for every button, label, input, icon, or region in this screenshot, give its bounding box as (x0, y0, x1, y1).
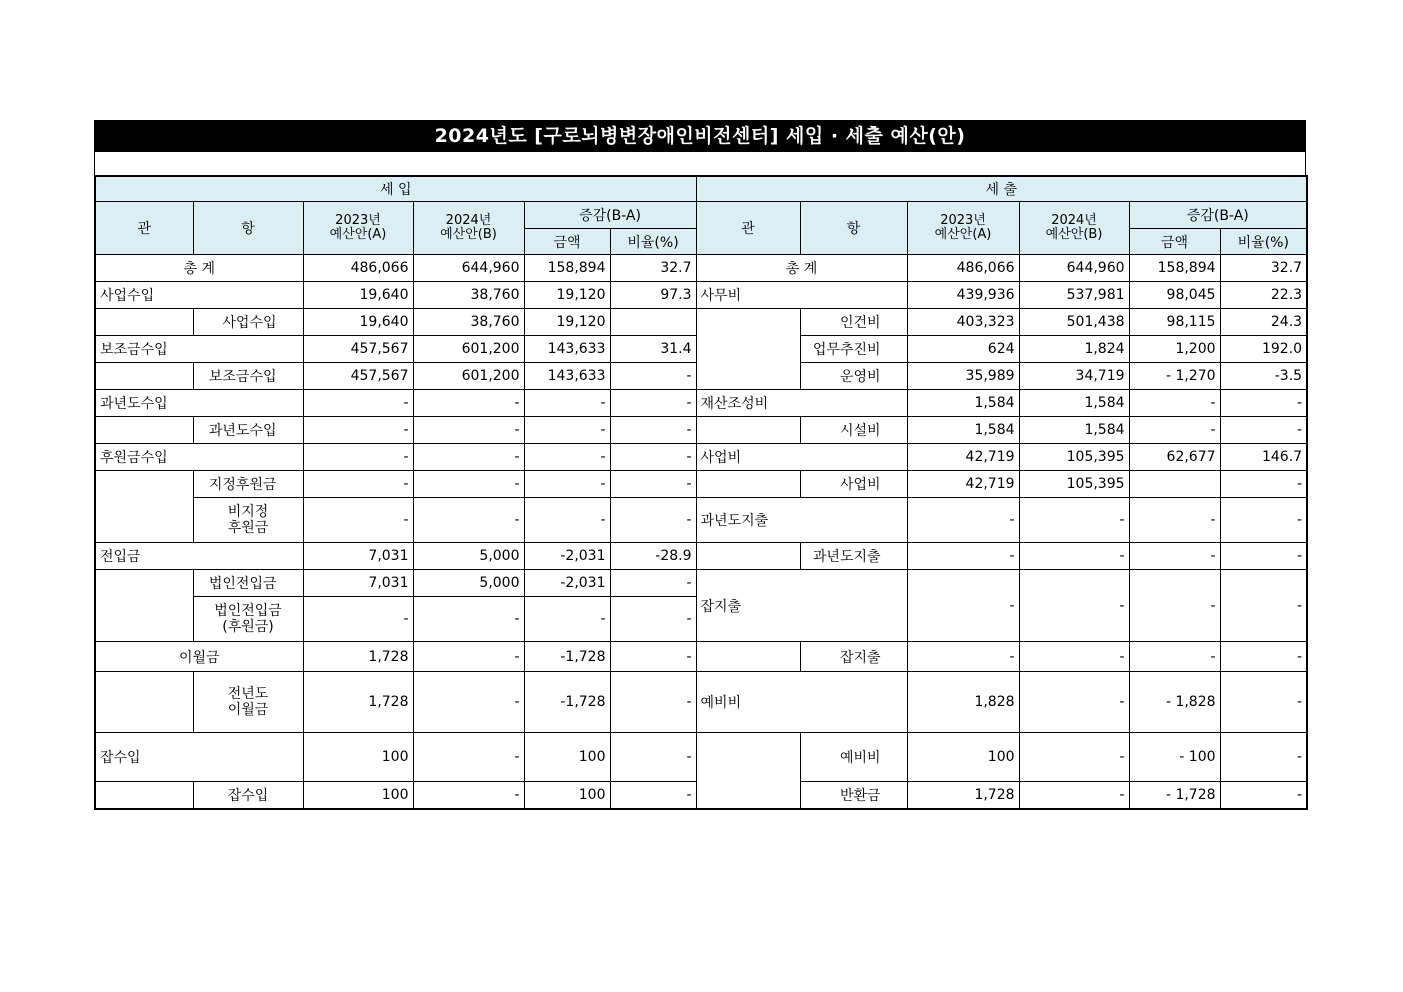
cell: 32.7 (610, 255, 696, 282)
cell: - (610, 498, 696, 543)
cell: 1,824 (1019, 336, 1129, 363)
cell: - (524, 417, 610, 444)
expense-gwan-header: 관 (696, 202, 800, 255)
cell: -2,031 (524, 570, 610, 597)
cell: 98,045 (1129, 282, 1220, 309)
cell: 146.7 (1220, 444, 1307, 471)
income-total-label: 총 계 (95, 255, 303, 282)
income-hang: 과년도수입 (193, 417, 303, 444)
cell: -3.5 (1220, 363, 1307, 390)
expense-hang: 반환금 (800, 782, 907, 810)
cell: - (1220, 782, 1307, 810)
table-row (95, 672, 1307, 733)
expense-hang: 인건비 (800, 309, 907, 336)
cell: 1,584 (1019, 417, 1129, 444)
cell: 38,760 (413, 309, 524, 336)
cell: - (1220, 543, 1307, 570)
table-row (95, 282, 1307, 309)
page-title: 2024년도 [구로뇌병변장애인비전센터] 세입 · 세출 예산(안) (94, 120, 1306, 152)
income-hang: 전년도 이월금 (193, 672, 303, 733)
cell: 601,200 (413, 363, 524, 390)
cell: - (413, 642, 524, 672)
cell: - (610, 733, 696, 782)
cell: - (303, 597, 413, 642)
income-gwan: 보조금수입 (95, 336, 303, 363)
cell: - 1,728 (1129, 782, 1220, 810)
income-gwan: 과년도수입 (95, 390, 303, 417)
cell: 100 (524, 733, 610, 782)
expense-gwan: 사업비 (696, 444, 907, 471)
cell: 42,719 (907, 444, 1019, 471)
expense-hang: 업무추진비 (800, 336, 907, 363)
cell: 143,633 (524, 336, 610, 363)
cell: - (303, 417, 413, 444)
cell: - (610, 417, 696, 444)
expense-gwan: 과년도지출 (696, 498, 907, 543)
expense-hang: 사업비 (800, 471, 907, 498)
cell: - (610, 570, 696, 597)
empty-cell (610, 309, 696, 336)
expense-ratio-header: 비율(%) (1220, 229, 1307, 255)
empty-cell (95, 672, 193, 733)
cell: -1,728 (524, 642, 610, 672)
cell: - (907, 570, 1019, 642)
cell: - (610, 597, 696, 642)
income-hang: 지정후원금 (193, 471, 303, 498)
empty-cell (696, 543, 800, 570)
cell: - (907, 498, 1019, 543)
cell: 100 (524, 782, 610, 810)
empty-cell (696, 733, 800, 810)
cell: - (524, 597, 610, 642)
cell: 537,981 (1019, 282, 1129, 309)
cell: - (1220, 570, 1307, 642)
income-gwan: 잡수입 (95, 733, 303, 782)
table-row (95, 444, 1307, 471)
cell: 19,120 (524, 282, 610, 309)
cell: 501,438 (1019, 309, 1129, 336)
empty-cell (95, 309, 193, 336)
empty-cell (696, 417, 800, 444)
expense-hang: 시설비 (800, 417, 907, 444)
cell: - (303, 390, 413, 417)
expense-total-label: 총 계 (696, 255, 907, 282)
cell: - (610, 782, 696, 810)
expense-hang: 운영비 (800, 363, 907, 390)
header-row-sections (95, 176, 1307, 202)
cell: - (1220, 642, 1307, 672)
cell: 1,584 (907, 390, 1019, 417)
table-row (95, 642, 1307, 672)
cell: 7,031 (303, 570, 413, 597)
cell: - (1220, 390, 1307, 417)
income-ratio-header: 비율(%) (610, 229, 696, 255)
income-2024-header: 2024년 예산안(B) (413, 202, 524, 255)
cell: - (303, 444, 413, 471)
cell: - (413, 597, 524, 642)
cell: - (610, 642, 696, 672)
cell: 100 (303, 733, 413, 782)
cell: 644,960 (1019, 255, 1129, 282)
table-row (95, 309, 1307, 336)
cell: 5,000 (413, 543, 524, 570)
expense-gwan: 사무비 (696, 282, 907, 309)
income-gwan: 후원금수입 (95, 444, 303, 471)
cell: 439,936 (907, 282, 1019, 309)
table-row (95, 255, 1307, 282)
income-hang: 법인전입금 (후원금) (193, 597, 303, 642)
cell: 105,395 (1019, 444, 1129, 471)
cell: 1,728 (303, 642, 413, 672)
cell: - (1220, 498, 1307, 543)
cell: - (1129, 543, 1220, 570)
empty-cell (95, 570, 193, 642)
expense-change-header: 증감(B-A) (1129, 202, 1307, 229)
cell: 457,567 (303, 336, 413, 363)
cell: 24.3 (1220, 309, 1307, 336)
expense-header: 세 출 (696, 176, 1307, 202)
expense-gwan: 예비비 (696, 672, 907, 733)
budget-sheet (94, 120, 1306, 810)
cell: 35,989 (907, 363, 1019, 390)
cell: 1,828 (907, 672, 1019, 733)
cell: - (1019, 498, 1129, 543)
cell: - (413, 417, 524, 444)
cell: - (1220, 672, 1307, 733)
cell: - (1220, 471, 1307, 498)
cell: 1,200 (1129, 336, 1220, 363)
cell: 105,395 (1019, 471, 1129, 498)
cell: - (907, 642, 1019, 672)
cell: - (524, 471, 610, 498)
cell: 486,066 (907, 255, 1019, 282)
income-gwan: 사업수입 (95, 282, 303, 309)
table-row (95, 570, 1307, 597)
expense-2023-header: 2023년 예산안(A) (907, 202, 1019, 255)
empty-cell (696, 471, 800, 498)
income-change-header: 증감(B-A) (524, 202, 696, 229)
table-row (95, 498, 1307, 543)
cell: - (1019, 642, 1129, 672)
expense-gwan: 잡지출 (696, 570, 907, 642)
cell: -28.9 (610, 543, 696, 570)
table-row (95, 543, 1307, 570)
cell: - (1129, 498, 1220, 543)
table-row (95, 417, 1307, 444)
cell: - (413, 444, 524, 471)
income-gwan-header: 관 (95, 202, 193, 255)
cell: - (907, 543, 1019, 570)
cell: 192.0 (1220, 336, 1307, 363)
cell: 1,584 (907, 417, 1019, 444)
cell: - (413, 733, 524, 782)
empty-cell (95, 782, 193, 810)
cell: - (413, 498, 524, 543)
cell: - (413, 672, 524, 733)
cell: 143,633 (524, 363, 610, 390)
expense-2024-header: 2024년 예산안(B) (1019, 202, 1129, 255)
cell: - (1129, 390, 1220, 417)
cell: - (1129, 642, 1220, 672)
title-spacer (94, 152, 1306, 175)
cell: 19,640 (303, 282, 413, 309)
empty-cell (95, 417, 193, 444)
cell: - (1019, 543, 1129, 570)
cell: 486,066 (303, 255, 413, 282)
cell: 31.4 (610, 336, 696, 363)
income-2023-header: 2023년 예산안(A) (303, 202, 413, 255)
cell: 624 (907, 336, 1019, 363)
table-row (95, 733, 1307, 782)
expense-amount-header: 금액 (1129, 229, 1220, 255)
cell: - (524, 498, 610, 543)
cell: 601,200 (413, 336, 524, 363)
expense-hang-header: 항 (800, 202, 907, 255)
cell: 38,760 (413, 282, 524, 309)
cell: 1,584 (1019, 390, 1129, 417)
cell: 1,728 (303, 672, 413, 733)
cell: 644,960 (413, 255, 524, 282)
cell: - (413, 782, 524, 810)
cell: 5,000 (413, 570, 524, 597)
income-hang-header: 항 (193, 202, 303, 255)
cell: 457,567 (303, 363, 413, 390)
cell: - (610, 672, 696, 733)
cell: - (1129, 570, 1220, 642)
income-hang: 잡수입 (193, 782, 303, 810)
cell: - (1129, 417, 1220, 444)
cell: 1,728 (907, 782, 1019, 810)
cell: 32.7 (1220, 255, 1307, 282)
cell: - (1019, 733, 1129, 782)
empty-cell (696, 309, 800, 390)
cell: 158,894 (524, 255, 610, 282)
cell: 19,120 (524, 309, 610, 336)
cell: - (303, 498, 413, 543)
cell: - (1220, 417, 1307, 444)
empty-cell (696, 642, 800, 672)
cell (1129, 471, 1220, 498)
cell: 98,115 (1129, 309, 1220, 336)
cell: 34,719 (1019, 363, 1129, 390)
cell: 19,640 (303, 309, 413, 336)
cell: 158,894 (1129, 255, 1220, 282)
cell: -2,031 (524, 543, 610, 570)
income-header: 세 입 (95, 176, 696, 202)
expense-hang: 예비비 (800, 733, 907, 782)
cell: 97.3 (610, 282, 696, 309)
cell: - (413, 471, 524, 498)
header-row-columns (95, 202, 1307, 229)
cell: - (524, 390, 610, 417)
table-row (95, 390, 1307, 417)
cell: 100 (303, 782, 413, 810)
cell: -1,728 (524, 672, 610, 733)
empty-cell (95, 363, 193, 390)
cell: - (413, 390, 524, 417)
income-hang: 보조금수입 (193, 363, 303, 390)
expense-hang: 잡지출 (800, 642, 907, 672)
cell: 22.3 (1220, 282, 1307, 309)
table-row (95, 471, 1307, 498)
cell: 62,677 (1129, 444, 1220, 471)
expense-hang: 과년도지출 (800, 543, 907, 570)
cell: - (610, 363, 696, 390)
income-hang: 사업수입 (193, 309, 303, 336)
expense-gwan: 재산조성비 (696, 390, 907, 417)
income-hang: 법인전입금 (193, 570, 303, 597)
cell: - 100 (1129, 733, 1220, 782)
income-gwan: 이월금 (95, 642, 303, 672)
cell: 100 (907, 733, 1019, 782)
cell: 403,323 (907, 309, 1019, 336)
income-hang: 비지정 후원금 (193, 498, 303, 543)
cell: 42,719 (907, 471, 1019, 498)
cell: - (1019, 782, 1129, 810)
cell: - (1220, 733, 1307, 782)
cell: - (610, 390, 696, 417)
cell: - 1,828 (1129, 672, 1220, 733)
cell: - (610, 444, 696, 471)
income-amount-header: 금액 (524, 229, 610, 255)
cell: - (1019, 672, 1129, 733)
cell: - (303, 471, 413, 498)
cell: - (610, 471, 696, 498)
cell: - 1,270 (1129, 363, 1220, 390)
cell: - (524, 444, 610, 471)
income-gwan: 전입금 (95, 543, 303, 570)
budget-table (94, 175, 1308, 810)
cell: 7,031 (303, 543, 413, 570)
empty-cell (95, 471, 193, 543)
cell: - (1019, 570, 1129, 642)
